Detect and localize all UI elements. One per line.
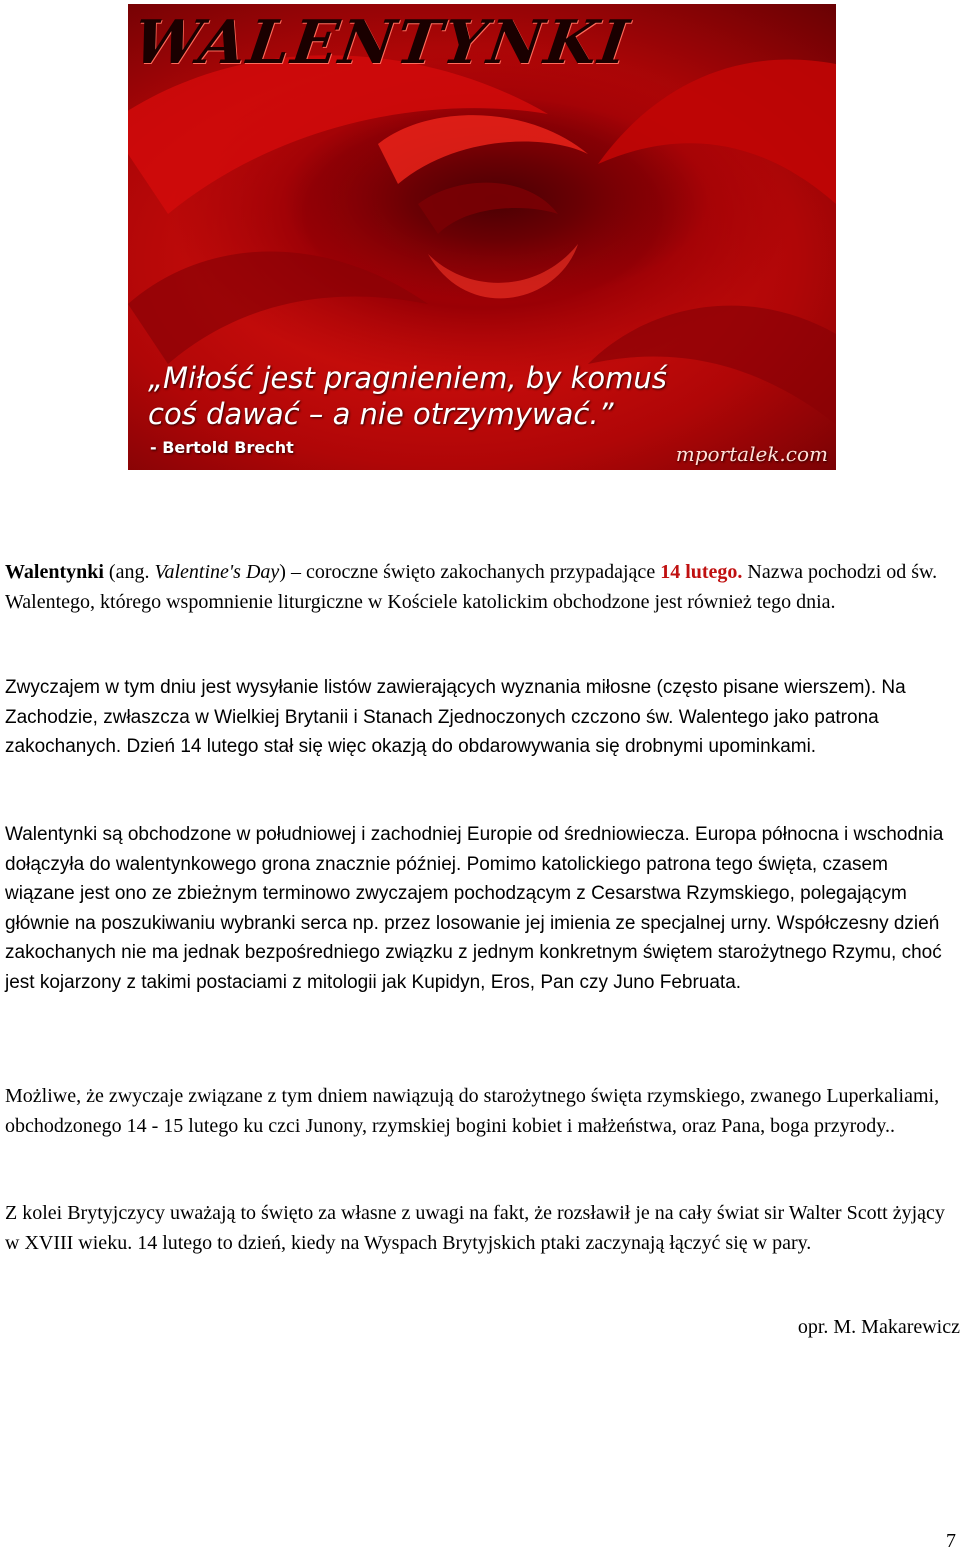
paragraph-history: Walentynki są obchodzone w południowej i zachodniej Europie od średniowiecza. Europa północna i wschodnia dołączyła do walentynkowego grona znacznie później. Pomimo katolickiego patrona tego święta, czasem wiązane jest ono ze zbieżnym terminowo zwyczajem pochodzącym z Cesarstwa Rzymskiego, polegającym głównie na poszukiwaniu wybranki serca np. przez losowanie jej imienia ze specjalnej urny. Współczesny dzień zakochanych nie ma jednak bezpośredniego związku z jednym konkretnym świętem starożytnego Rzymu, choć jest kojarzony z takimi postaciami z mitologii jak Kupidyn, Eros, Pan czy Juno Februata. bbox=[5, 824, 944, 993]
paragraph-custom: Zwyczajem w tym dniu jest wysyłanie listów zawierających wyznania miłosne (często pisane wierszem). Na Zachodzie, zwłaszcza w Wielkiej Brytanii i Stanach Zjednoczonych czczono św. Walentego jako patrona zakochanych. Dzień 14 lutego stał się więc okazją do obdarowywania się drobnymi upominkami. bbox=[5, 677, 906, 757]
rose-image bbox=[128, 4, 836, 470]
author-signature: opr. M. Makarewicz bbox=[797, 1316, 960, 1338]
text-span: (ang. bbox=[103, 561, 155, 583]
image-quote-author: - Bertold Brecht bbox=[150, 438, 294, 457]
image-quote-line: coś dawać – a nie otrzymywać.” bbox=[148, 397, 614, 431]
term-walentynki: Walentynki bbox=[5, 561, 104, 583]
english-name: Valentine's Day bbox=[154, 561, 280, 583]
image-title: WALENTYNKI bbox=[129, 8, 635, 78]
date-highlight: 14 lutego. bbox=[660, 561, 743, 583]
paragraph-britain: Z kolei Brytyjczycy uważają to święto za własne z uwagi na fakt, że rozsławił je na cały świat sir Walter Scott żyjący w XVIII wieku. 14 lutego to dzień, kiedy na Wyspach Brytyjskich ptaki zaczynają łączyć się w pary. bbox=[5, 1202, 945, 1254]
paragraph-intro bbox=[5, 558, 960, 617]
text-span: Nazwa pochodzi od św. Walentego, którego wspomnienie liturgiczne w Kościele katolickim obchodzone jest również tego dnia. bbox=[5, 561, 938, 613]
paragraph-lupercalia: Możliwe, że zwyczaje związane z tym dniem nawiązują do starożytnego święta rzymskiego, zwanego Luperkaliami, obchodzonego 14 - 15 lutego ku czci Junony, rzymskiej bogini kobiet i małżeństwa, oraz Pana, boga przyrody.. bbox=[5, 1085, 940, 1137]
image-quote-line: „Miłość jest pragnieniem, by komuś bbox=[148, 361, 667, 395]
page-number: 7 bbox=[946, 1530, 956, 1552]
image-quote bbox=[148, 360, 748, 432]
image-watermark: mportalek.com bbox=[675, 442, 828, 466]
text-span: ) – coroczne święto zakochanych przypadające bbox=[279, 561, 661, 583]
